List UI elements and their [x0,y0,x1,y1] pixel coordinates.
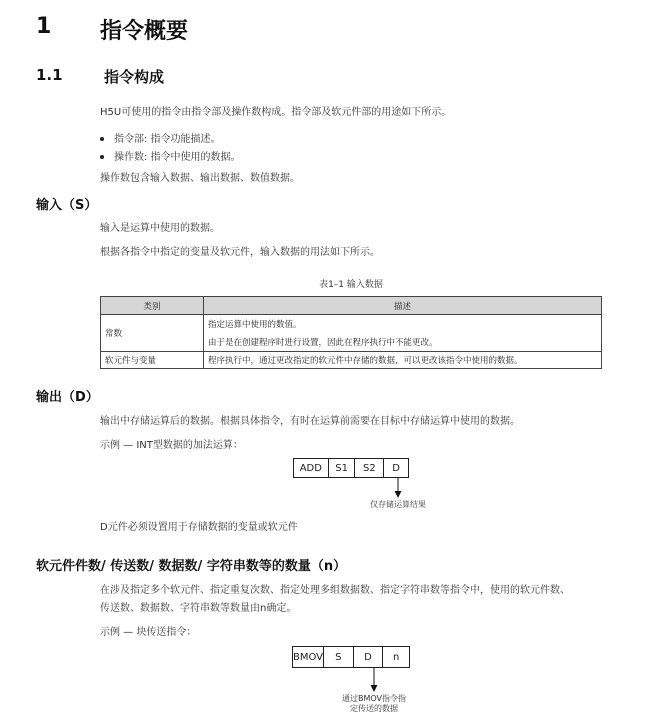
table-header-row [101,297,602,315]
description-line: 由于是在创建程序时进行设置，因此在程序执行中不能更改。 [208,338,438,348]
operand-cell: S1 [329,459,356,477]
table-cell-description [204,315,602,352]
output-paragraph: 输出中存储运算后的数据。根据具体指令，有时在运算前需要在目标中存储运算中使用的数据。 [100,416,520,427]
bullet-item [100,130,221,145]
instruction-cell: ADD [294,459,329,477]
bmov-note-line: 通过BMOV指令指 [341,694,407,703]
bullet-text: 指令部: 指令功能描述。 [114,134,221,145]
down-arrow-icon [369,667,379,693]
operand-cell: n [392,651,400,663]
chapter-number: 1 [36,14,52,39]
input-paragraph: 输入是运算中使用的数据。 [100,223,220,234]
table-caption: 表1–1 输入数据 [319,280,383,290]
table-cell-category: 软元件与变量 [101,352,204,369]
output-heading: 输出（D） [36,390,99,405]
section-number: 1.1 [36,66,63,84]
table-cell-category: 常数 [101,315,204,352]
description-line: 指定运算中使用的数值。 [208,320,302,330]
intro-paragraph: H5U可使用的指令由指令部及操作数构成。指令部及软元件部的用途如下所示。 [100,107,452,118]
bullet-dot [100,155,104,159]
bmov-note [324,694,424,714]
bullet-dot [100,137,104,141]
output-example-label: 示例 — INT型数据的加法运算： [100,440,243,451]
count-example-label: 示例 — 块传送指令： [100,627,197,638]
bmov-instruction-diagram [292,646,410,668]
operand-cell: S2 [355,459,384,477]
add-instruction-diagram [293,458,409,478]
store-result-note: 仅存储运算结果 [370,500,426,509]
operand-types-paragraph: 操作数包含输入数据、输出数据、数值数据。 [100,173,300,184]
count-paragraph-line: 传送数、数据数、字符串数等数量由n确定。 [100,603,297,614]
bullet-text: 操作数: 指令中使用的数据。 [114,152,241,163]
section-title: 指令构成 [104,68,165,86]
operand-cell: D [392,462,400,474]
table-row [101,352,602,369]
input-heading: 输入（S） [36,198,98,213]
count-heading: 软元件件数/ 传送数/ 数据数/ 字符串数等的数量（n） [36,559,347,574]
chapter-title: 指令概要 [100,19,189,44]
count-paragraph-line: 在涉及指定多个软元件、指定重复次数、指定处理多组数据数、指定字符串数等指令中，使用的软元件数、 [100,585,570,596]
operand-cell: D [354,647,384,667]
bullet-item [100,148,241,163]
down-arrow-icon [393,477,403,499]
input-data-table [100,296,602,369]
table-row [101,315,602,352]
table-header-description: 描述 [204,297,602,315]
bmov-note-line: 定传送的数据 [350,704,398,713]
output-requirement-paragraph: D元件必须设置用于存储数据的变量或软元件 [100,522,298,533]
operand-cell: S [324,647,354,667]
table-header-category: 类别 [101,297,204,315]
table-cell-description: 程序执行中，通过更改指定的软元件中存储的数据，可以更改该指令中使用的数据。 [204,352,602,369]
instruction-cell: BMOV [293,647,324,667]
input-usage-paragraph: 根据各指令中指定的变量及软元件，输入数据的用法如下所示。 [100,247,380,258]
